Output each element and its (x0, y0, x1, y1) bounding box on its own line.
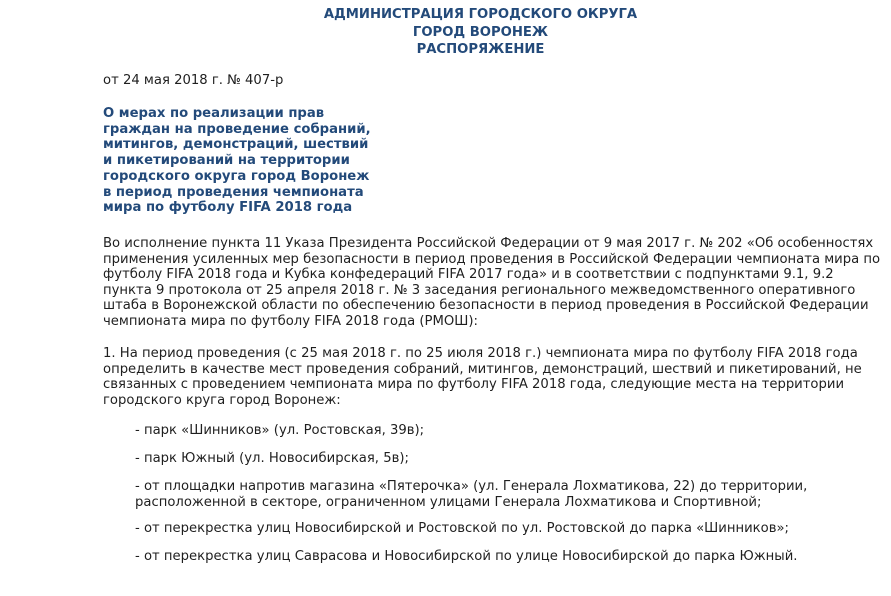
header-administration: АДМИНИСТРАЦИЯ ГОРОДСКОГО ОКРУГА (323, 7, 638, 22)
paragraph-line: определить в качестве мест проведения собраний, митингов, демонстраций, шествий и пикетирований, не (103, 361, 862, 377)
item-line: - от площадки напротив магазина «Пятерочка» (ул. Генерала Лохматикова, 22) до территории, (135, 479, 808, 494)
title-line: граждан на проведение собраний, (103, 121, 371, 137)
header-doc-type: РАСПОРЯЖЕНИЕ (416, 42, 545, 57)
location-item (135, 479, 875, 510)
item-line: расположенной в секторе, ограниченном улицами Генерала Лохматикова и Спортивной; (135, 494, 762, 510)
item-line: - парк «Шинников» (ул. Ростовская, 39в); (135, 423, 425, 438)
item-line: - от перекрестка улиц Саврасова и Новосибирской по улице Новосибирской до парка Южный. (135, 549, 798, 564)
location-item (135, 451, 875, 467)
title-line: митингов, демонстраций, шествий (103, 137, 369, 153)
title-line: и пикетирований на территории (103, 153, 350, 169)
title-line: в период проведения чемпионата (103, 184, 364, 200)
paragraph-line: штаба в Воронежской области по обеспечению безопасности в период проведения в Российской Федерации (103, 298, 869, 314)
document-header (0, 6, 891, 59)
paragraph-line: Во исполнение пункта 11 Указа Президента Российской Федерации от 9 мая 2017 г. № 202 «Об особенностях (103, 236, 874, 251)
paragraph-line: пункта 9 протокола от 25 апреля 2018 г. № 3 заседания регионального межведомственного оперативного (103, 282, 856, 298)
paragraph-line: городского круга город Воронеж: (103, 392, 341, 408)
document-date: от 24 мая 2018 г. № 407-р (103, 73, 284, 88)
location-item (135, 549, 875, 565)
title-line: мира по футболу FIFA 2018 года (103, 200, 353, 216)
paragraph-line: чемпионата мира по футболу FIFA 2018 года (РМОШ): (103, 313, 478, 329)
location-item (135, 521, 875, 537)
point-1-paragraph (103, 346, 873, 408)
paragraph-line: 1. На период проведения (с 25 мая 2018 г. по 25 июля 2018 г.) чемпионата мира по футболу FIFA 2018 года (103, 346, 858, 361)
intro-paragraph (103, 236, 881, 330)
paragraph-line: футболу FIFA 2018 года и Кубка конфедераций FIFA 2017 года» и в соответствии с подпунктами 9.1, 9.2 (103, 267, 834, 283)
title-line: О мерах по реализации прав (103, 106, 325, 121)
item-line: - от перекрестка улиц Новосибирской и Ростовской по ул. Ростовской до парка «Шинников»; (135, 521, 789, 536)
title-line: городского округа город Воронеж (103, 168, 370, 184)
document-title (103, 106, 373, 216)
paragraph-line: применения усиленных мер безопасности в период проведения в Российской Федерации чемпионата мира по (103, 251, 881, 267)
header-city: ГОРОД ВОРОНЕЖ (412, 24, 549, 40)
item-line: - парк Южный (ул. Новосибирская, 5в); (135, 451, 409, 466)
paragraph-line: связанных с проведением чемпионата мира по футболу FIFA 2018 года, следующие места на территории (103, 377, 845, 393)
location-item (135, 423, 875, 439)
